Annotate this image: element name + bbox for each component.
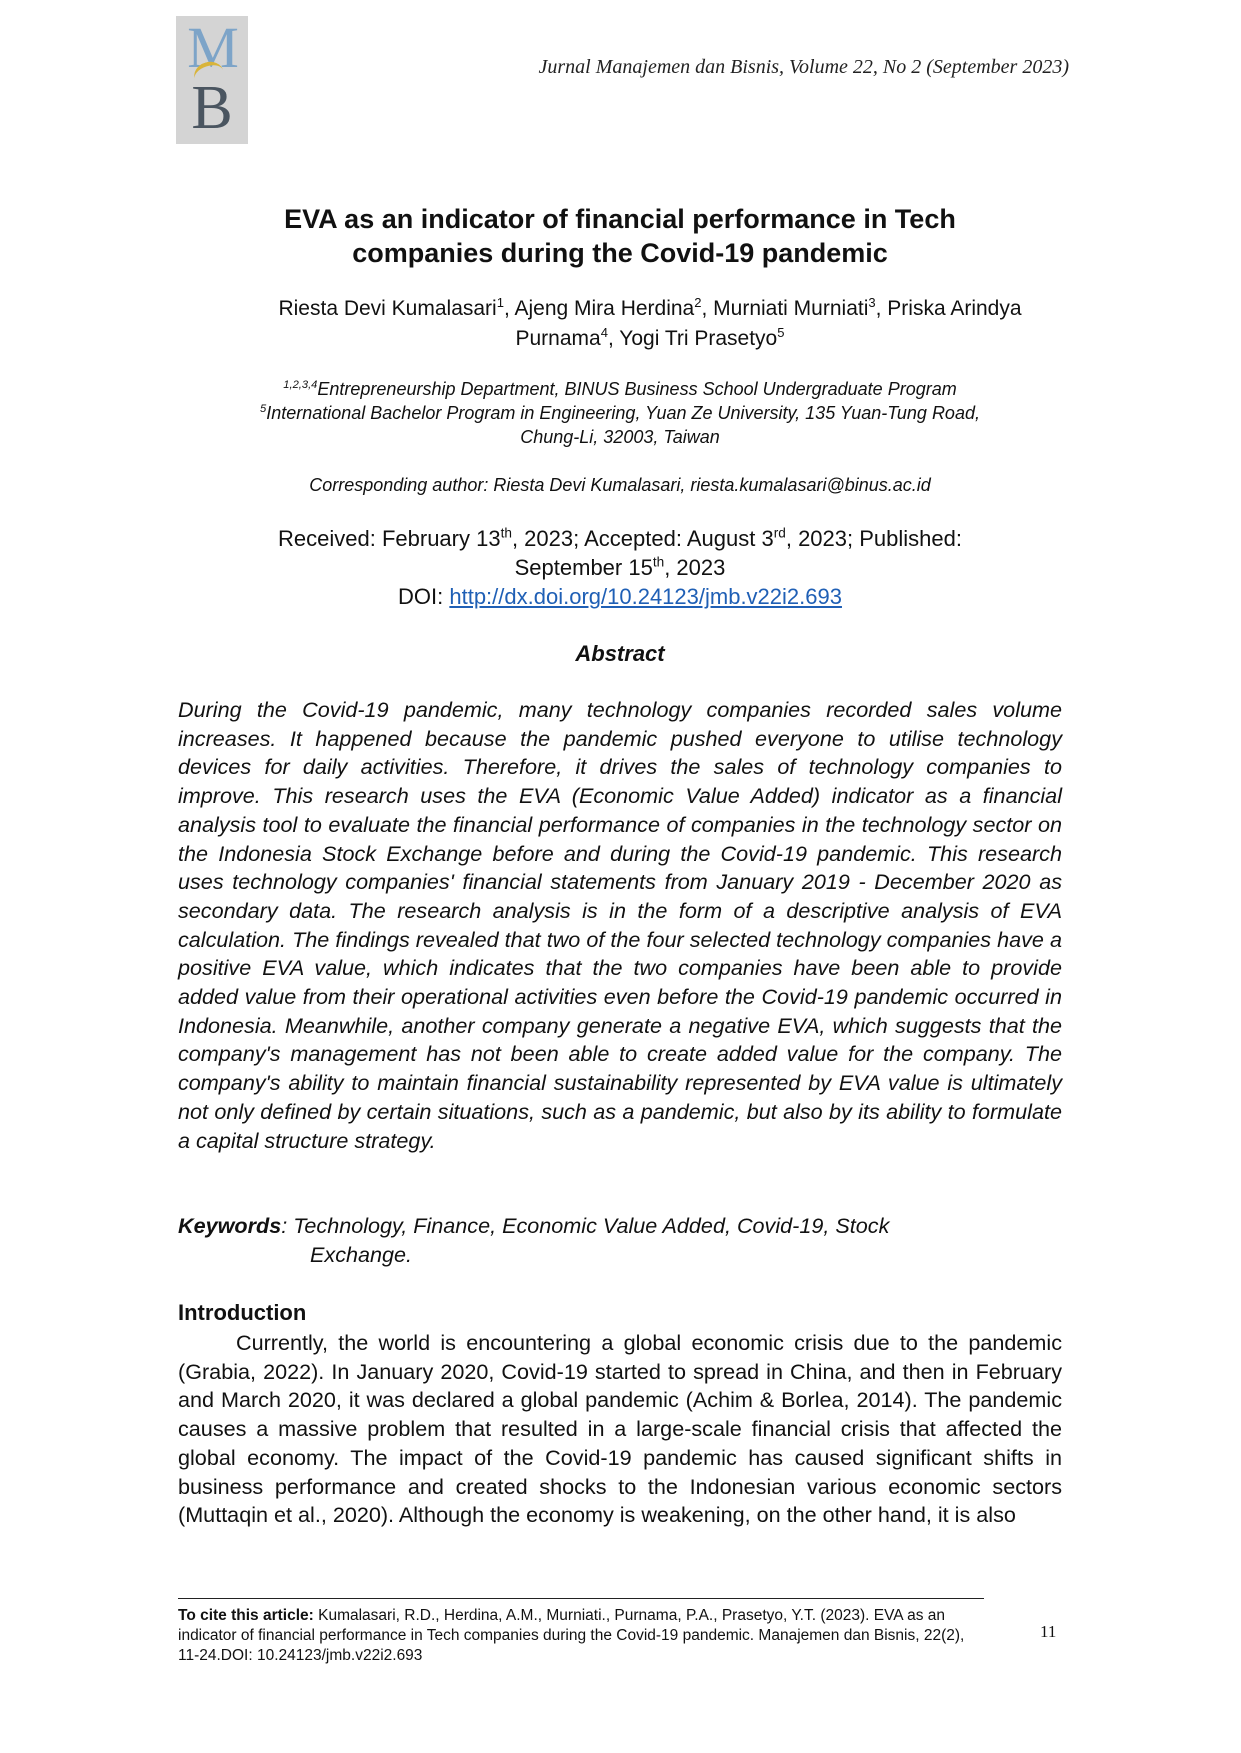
author-superscript: 2 [694,295,702,310]
affiliation-2-cont: Chung-Li, 32003, Taiwan [520,427,720,447]
journal-logo [176,16,248,144]
footnote-divider [178,1598,984,1599]
doi-line [170,582,1070,611]
affiliation-superscript: 1,2,3,4 [283,379,318,391]
author-name: , Priska Arindya Purnama [515,297,1022,350]
citation-note [178,1606,978,1666]
article-dates [170,524,1070,611]
logo-letter-b: B [191,74,233,142]
author-superscript: 3 [868,295,876,310]
introduction-heading: Introduction [178,1300,307,1325]
author-name: , Ajeng Mira Herdina [503,297,695,320]
title-line-1: EVA as an indicator of financial performance in Tech [284,204,956,234]
keywords-list-cont: Exchange. [310,1241,413,1267]
keywords-label: Keywords [178,1213,282,1238]
author-superscript: 1 [496,295,504,310]
doi-label: DOI: [398,584,450,609]
author-name: , Murniati Murniati [701,297,869,320]
affiliation-superscript: 5 [260,403,267,415]
citation-text: Kumalasari, R.D., Herdina, A.M., Murniati., Purnama, P.A., Prasetyo, Y.T. (2023). EVA as an indicator of financial performance in Tech companies during the Covid-19 pandemic. Manajemen dan Bisnis, 22(2), 11-24.DOI: 10.24123/jmb.v22i2.693 [178,1607,965,1664]
abstract-text: During the Covid-19 pandemic, many technology companies recorded sales volume increases. It happened because the pandemic pushed everyone to utilise technology devices for daily activities. Therefore, it drives the sales of technology companies to improve. This research uses the EVA (Economic Value Added) indicator as a financial analysis tool to evaluate the financial performance of companies in the technology sector on the Indonesia Stock Exchange before and during the Covid-19 pandemic. This research uses technology companies' financial statements from January 2019 - December 2020 as secondary data. The research analysis is in the form of a descriptive analysis of EVA calculation. The findings revealed that two of the four selected technology companies have a positive EVA value, which indicates that the two companies have been able to provide added value from their operational activities even before the Covid-19 pandemic occurred in Indonesia. Meanwhile, another company generate a negative EVA, which suggests that the company's management has not been able to create added value for the company. The company's ability to maintain financial sustainability represented by EVA value is ultimately not only defined by certain situations, such as a pandemic, but also by its ability to formulate a capital structure strategy. [178,697,1062,1153]
affiliation-1 [170,377,1070,401]
published-label: , 2023; Published: [785,526,962,551]
affiliation-2 [170,401,1070,425]
author-list [230,294,1070,354]
accepted-date: , 2023; Accepted: August 3 [511,526,774,551]
paper-title [170,202,1070,270]
published-year: , 2023 [664,555,726,580]
dates-line-2 [170,553,1070,582]
date-superscript: rd [773,525,786,541]
date-superscript: th [652,554,665,570]
doi-link[interactable]: http://dx.doi.org/10.24123/jmb.v22i2.693 [449,584,842,609]
corresponding-author: Corresponding author: Riesta Devi Kumalasari, riesta.kumalasari@binus.ac.id [309,475,931,495]
author-name: Riesta Devi Kumalasari [278,297,497,320]
dates-line-1 [170,524,1070,553]
abstract-heading: Abstract [575,641,665,666]
keywords [178,1212,1062,1269]
title-line-2: companies during the Covid-19 pandemic [352,238,888,268]
author-superscript: 4 [600,325,608,340]
received-date: Received: February 13 [278,526,501,551]
logo-letter-m: M [187,15,237,80]
affiliations [170,377,1070,449]
affiliation-text: International Bachelor Program in Engineering, Yuan Ze University, 135 Yuan-Tung Road, [266,403,980,423]
author-name: , Yogi Tri Prasetyo [607,327,778,350]
published-date: September 15 [514,555,653,580]
page-number: 11 [1040,1622,1057,1641]
journal-header: Jurnal Manajemen dan Bisnis, Volume 22, No 2 (September 2023) [538,56,1069,78]
affiliation-text: Entrepreneurship Department, BINUS Business School Undergraduate Program [317,379,957,399]
introduction-text: Currently, the world is encountering a global economic crisis due to the pandemic (Grabia, 2022). In January 2020, Covid-19 started to spread in China, and then in February and March 2020, it was declared a global pandemic (Achim & Borlea, 2014). The pandemic causes a massive problem that resulted in a large-scale financial crisis that affected the global economy. The impact of the Covid-19 pandemic has caused significant shifts in business performance and created shocks to the Indonesian various economic sectors (Muttaqin et al., 2020). Although the economy is weakening, on the other hand, it is also [178,1330,1062,1528]
author-superscript: 5 [777,325,785,340]
keywords-list: : Technology, Finance, Economic Value Added, Covid-19, Stock [281,1213,890,1238]
date-superscript: th [500,525,512,541]
citation-label: To cite this article: [178,1607,314,1624]
